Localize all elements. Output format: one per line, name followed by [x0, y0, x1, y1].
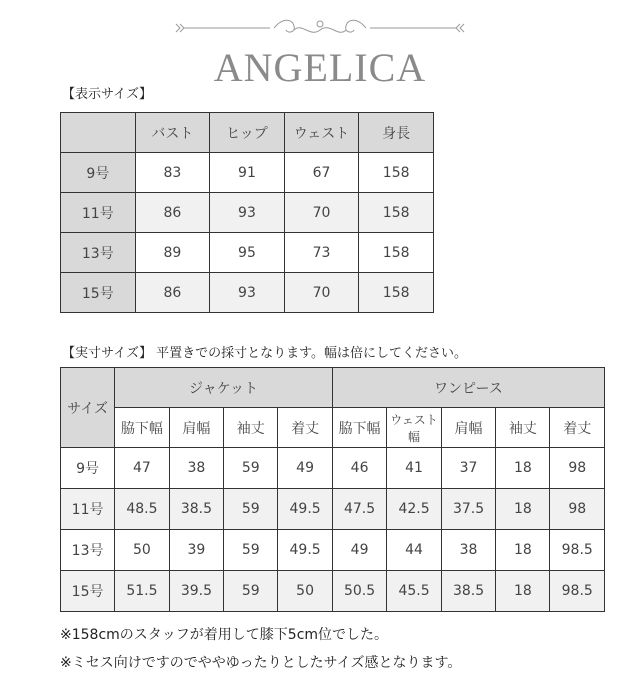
table-cell: 49	[278, 448, 332, 489]
table-cell: 18	[496, 489, 550, 530]
table-cell: 95	[210, 233, 285, 273]
table-cell: 91	[210, 153, 285, 193]
table-row	[61, 448, 605, 489]
size-cell: 13号	[61, 530, 115, 571]
table-cell: 38.5	[441, 571, 495, 612]
size-cell: 15号	[61, 273, 136, 313]
table-cell: 49	[332, 530, 386, 571]
table-cell: 38	[169, 448, 223, 489]
table-cell: 98	[550, 448, 605, 489]
table-cell: 83	[135, 153, 210, 193]
table-cell: 73	[284, 233, 359, 273]
table-cell: 50	[115, 530, 169, 571]
note-relaxed-fit: ※ミセス向けですのでややゆったりとしたサイズ感となります。	[60, 655, 462, 671]
table-header-row	[61, 113, 434, 153]
actual-size-label: 【実寸サイズ】 平置きでの採寸となります。幅は倍にしてください。	[62, 346, 468, 361]
table-cell: 59	[224, 530, 278, 571]
note-staff-fit: ※158cmのスタッフが着用して膝下5cm位でした。	[60, 627, 389, 643]
table-cell: 59	[224, 489, 278, 530]
table-cell: 45.5	[387, 571, 441, 612]
table-cell: 70	[284, 273, 359, 313]
table-cell: 50.5	[332, 571, 386, 612]
table-cell: 46	[332, 448, 386, 489]
size-cell: 9号	[61, 448, 115, 489]
subheader-cell: ウェスト幅	[387, 408, 441, 448]
table-cell: 86	[135, 193, 210, 233]
size-cell: 9号	[61, 153, 136, 193]
table-cell: 18	[496, 571, 550, 612]
table-cell: 67	[284, 153, 359, 193]
brand-title: ANGELICA	[213, 45, 427, 90]
table-cell: 50	[278, 571, 332, 612]
subheader-cell: 脇下幅	[115, 408, 169, 448]
header-cell	[61, 113, 136, 153]
display-size-label: 【表示サイズ】	[62, 87, 152, 102]
subheader-cell: 肩幅	[169, 408, 223, 448]
table-cell: 93	[210, 273, 285, 313]
table-cell: 44	[387, 530, 441, 571]
size-cell: 13号	[61, 233, 136, 273]
table-cell: 41	[387, 448, 441, 489]
table-cell: 38	[441, 530, 495, 571]
jacket-group-header: ジャケット	[115, 368, 333, 408]
table-row	[61, 153, 434, 193]
size-cell: 15号	[61, 571, 115, 612]
subheader-cell: 着丈	[550, 408, 605, 448]
table-cell: 47	[115, 448, 169, 489]
size-cell: 11号	[61, 193, 136, 233]
table-cell: 48.5	[115, 489, 169, 530]
table-cell: 49.5	[278, 530, 332, 571]
table-cell: 39.5	[169, 571, 223, 612]
table-row	[61, 571, 605, 612]
subheader-cell: 袖丈	[224, 408, 278, 448]
table-cell: 49.5	[278, 489, 332, 530]
subheader-cell: 袖丈	[496, 408, 550, 448]
table-cell: 18	[496, 448, 550, 489]
subheader-cell: 肩幅	[441, 408, 495, 448]
table-cell: 38.5	[169, 489, 223, 530]
ornament-divider	[170, 14, 470, 42]
table-cell: 59	[224, 571, 278, 612]
table-row	[61, 193, 434, 233]
subheader-cell: 着丈	[278, 408, 332, 448]
table-cell: 98.5	[550, 530, 605, 571]
table-cell: 51.5	[115, 571, 169, 612]
table-cell: 47.5	[332, 489, 386, 530]
size-cell: 11号	[61, 489, 115, 530]
table-row	[61, 530, 605, 571]
table-cell: 93	[210, 193, 285, 233]
size-header: サイズ	[61, 368, 115, 448]
table-row	[61, 233, 434, 273]
onepiece-group-header: ワンピース	[332, 368, 604, 408]
actual-size-table	[60, 367, 605, 612]
header-cell: ウェスト	[284, 113, 359, 153]
table-cell: 39	[169, 530, 223, 571]
table-cell: 158	[359, 233, 434, 273]
table-cell: 86	[135, 273, 210, 313]
table-cell: 37	[441, 448, 495, 489]
group-header-row	[61, 368, 605, 408]
table-cell: 37.5	[441, 489, 495, 530]
header-cell: ヒップ	[210, 113, 285, 153]
table-cell: 158	[359, 193, 434, 233]
table-cell: 18	[496, 530, 550, 571]
table-row	[61, 273, 434, 313]
table-cell: 98	[550, 489, 605, 530]
header-cell: バスト	[135, 113, 210, 153]
subheader-cell: 脇下幅	[332, 408, 386, 448]
table-cell: 42.5	[387, 489, 441, 530]
table-cell: 158	[359, 273, 434, 313]
subheader-row	[61, 408, 605, 448]
header-cell: 身長	[359, 113, 434, 153]
table-cell: 89	[135, 233, 210, 273]
table-row	[61, 489, 605, 530]
table-cell: 158	[359, 153, 434, 193]
table-cell: 98.5	[550, 571, 605, 612]
display-size-table	[60, 112, 434, 313]
table-cell: 70	[284, 193, 359, 233]
table-cell: 59	[224, 448, 278, 489]
